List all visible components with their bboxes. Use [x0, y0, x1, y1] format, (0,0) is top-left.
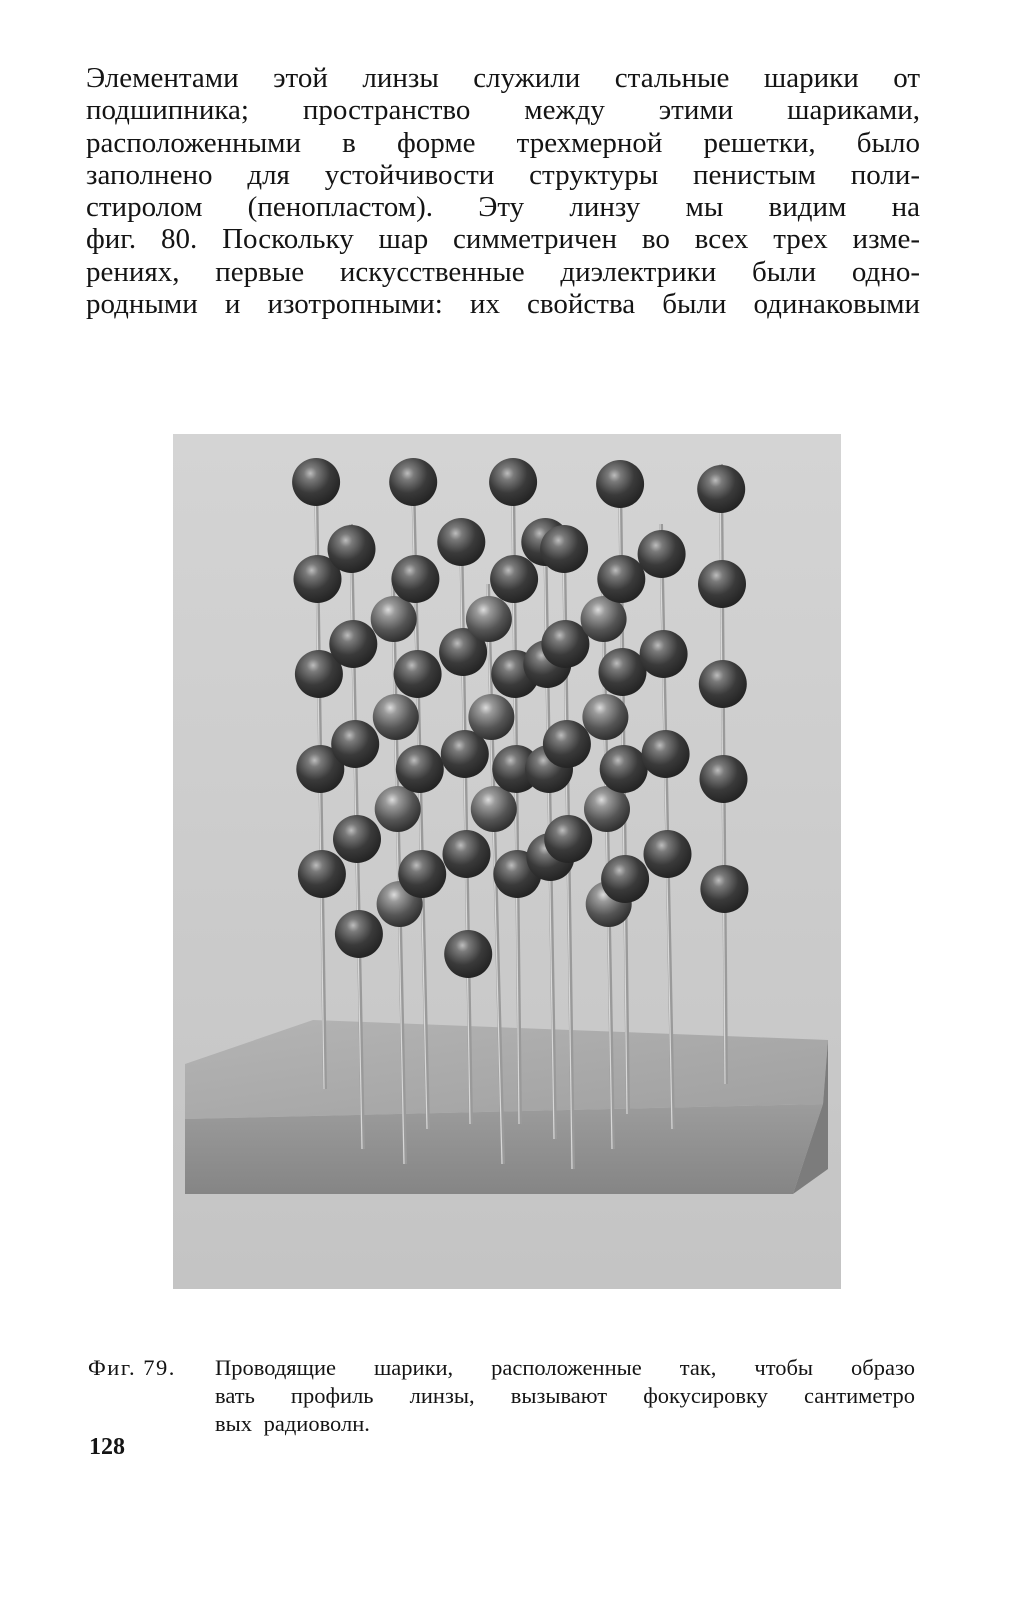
body-line: родными и изотропными: их свойства были одинаковыми — [86, 288, 920, 321]
steel-ball — [373, 694, 419, 740]
body-line: подшипника; пространство между этими шариками, — [86, 94, 920, 127]
steel-ball — [489, 458, 537, 506]
steel-ball — [601, 855, 649, 903]
steel-ball — [638, 530, 686, 578]
steel-ball — [331, 720, 379, 768]
steel-ball — [292, 458, 340, 506]
caption-line: вать профиль линзы, вызывают фокусировку сантиметро — [215, 1383, 915, 1408]
lens-model-photo — [173, 434, 841, 1289]
steel-ball — [443, 830, 491, 878]
steel-ball — [700, 755, 748, 803]
page-number: 128 — [89, 1434, 125, 1460]
figure-photo — [173, 434, 841, 1289]
caption-line: вых радиоволн. — [215, 1411, 370, 1436]
steel-ball — [471, 786, 517, 832]
body-line: Элементами этой линзы служили стальные шарики от — [86, 62, 920, 94]
steel-ball — [544, 815, 592, 863]
steel-ball — [540, 525, 588, 573]
steel-ball — [396, 745, 444, 793]
steel-ball — [398, 850, 446, 898]
steel-ball — [597, 555, 645, 603]
steel-ball — [582, 694, 628, 740]
caption-row — [88, 1382, 918, 1410]
steel-ball — [329, 620, 377, 668]
steel-ball — [640, 630, 688, 678]
steel-ball — [328, 525, 376, 573]
steel-ball — [371, 596, 417, 642]
steel-ball — [699, 660, 747, 708]
caption-row — [88, 1410, 918, 1438]
body-text — [86, 62, 920, 320]
caption-row — [88, 1354, 918, 1382]
body-line: расположенными в форме трехмерной решетки, было — [86, 126, 920, 159]
caption-line: Проводящие шарики, расположенные так, чтобы образо — [215, 1355, 915, 1380]
steel-ball — [468, 694, 514, 740]
figure-caption — [88, 1354, 918, 1438]
steel-ball — [543, 720, 591, 768]
steel-ball — [389, 458, 437, 506]
body-line: фиг. 80. Поскольку шар симметричен во всех трех изме- — [86, 223, 920, 256]
steel-ball — [375, 786, 421, 832]
steel-ball — [642, 730, 690, 778]
steel-ball — [700, 865, 748, 913]
steel-ball — [596, 460, 644, 508]
steel-ball — [490, 555, 538, 603]
steel-ball — [335, 910, 383, 958]
steel-ball — [391, 555, 439, 603]
steel-ball — [644, 830, 692, 878]
steel-ball — [697, 465, 745, 513]
steel-ball — [394, 650, 442, 698]
steel-ball — [466, 596, 512, 642]
steel-ball — [599, 648, 647, 696]
steel-ball — [698, 560, 746, 608]
steel-ball — [437, 518, 485, 566]
caption-label: Фиг. 79. — [88, 1355, 176, 1380]
steel-ball — [444, 930, 492, 978]
body-line: стиролом (пенопластом). Эту линзу мы видим на — [86, 191, 920, 224]
steel-ball — [333, 815, 381, 863]
steel-ball — [600, 745, 648, 793]
steel-ball — [298, 850, 346, 898]
body-line: рениях, первые искусственные диэлектрики были одно- — [86, 255, 920, 288]
body-line: заполнено для устойчивости структуры пенистым поли- — [86, 158, 920, 191]
